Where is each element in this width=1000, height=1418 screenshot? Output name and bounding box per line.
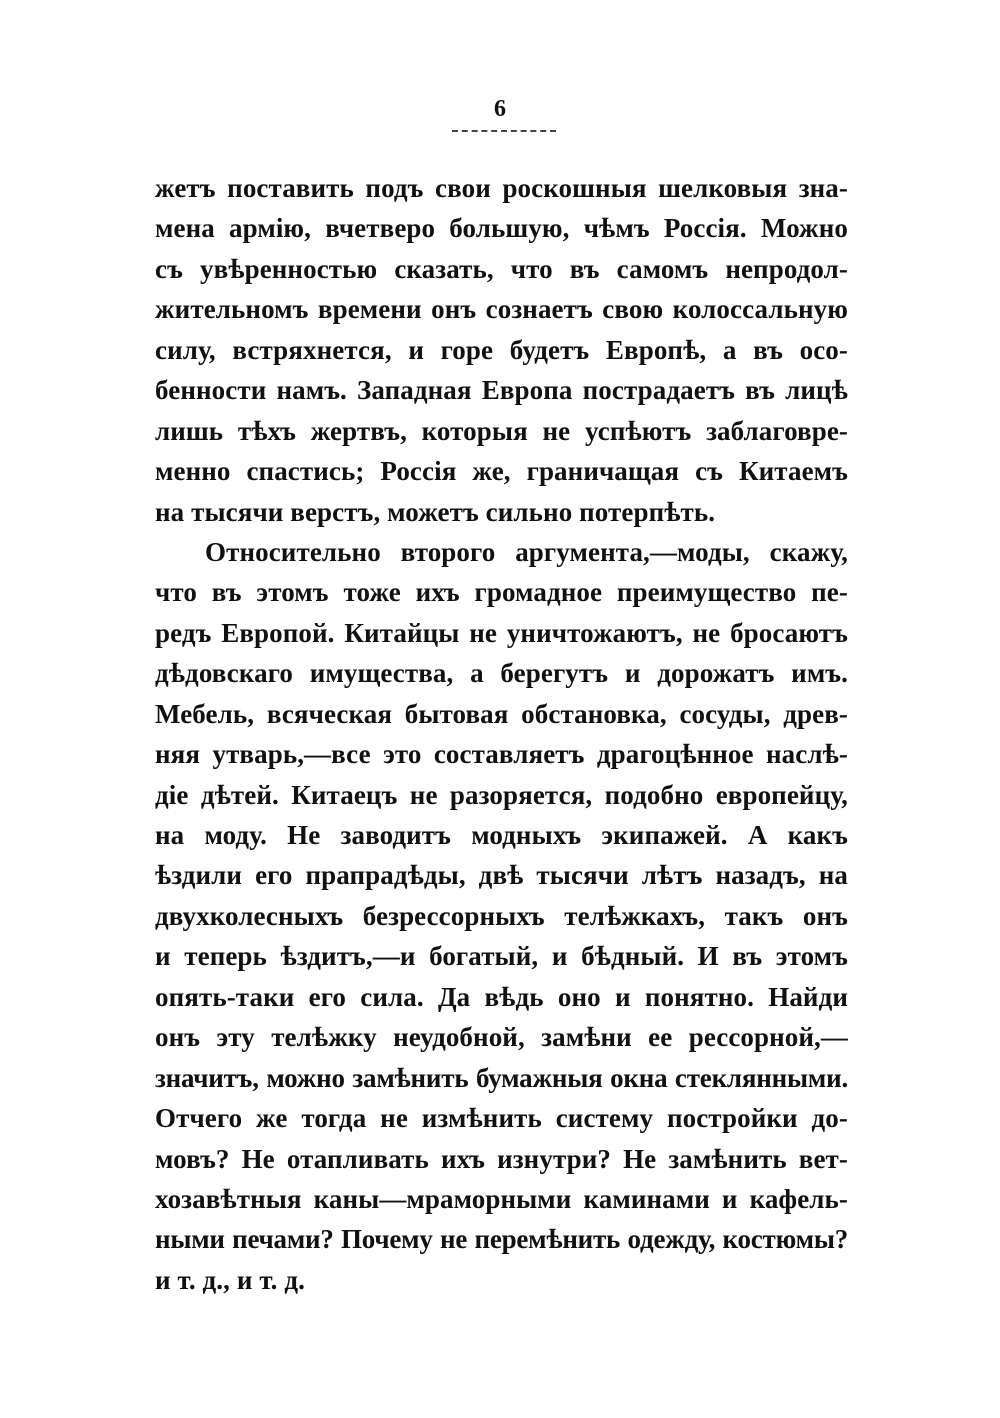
- text-line: діе дѣтей. Китаецъ не разоряется, подобно европейцу,: [155, 779, 848, 810]
- text-line: Отчего же тогда не измѣнить систему постройки до-: [155, 1103, 848, 1134]
- text-line: силу, встряхнется, и горе будетъ Европѣ, а въ осо-: [155, 334, 848, 365]
- text-line: Относительно второго аргумента,—моды, скажу,: [205, 536, 848, 567]
- text-line: что въ этомъ тоже ихъ громадное преимущество пе-: [155, 577, 848, 608]
- text-line: и теперь ѣздитъ,—и богатый, и бѣдный. И въ этомъ: [155, 941, 848, 972]
- text-line: няя утварь,—все это составляетъ драгоцѣнное наслѣ-: [155, 739, 848, 770]
- text-line: менно спастись; Россія же, граничащая съ Китаемъ: [155, 456, 848, 487]
- text-line: Мебель, всяческая бытовая обстановка, сосуды, древ-: [155, 698, 848, 729]
- text-line: жительномъ времени онъ сознаетъ свою колоссальную: [155, 294, 848, 325]
- text-line: дѣдовскаго имущества, а берегутъ и дорожатъ имъ.: [155, 658, 848, 689]
- text-line: на моду. Не заводитъ модныхъ экипажей. А какъ: [155, 820, 848, 850]
- text-line: на тысячи верстъ, можетъ сильно потерпѣть.: [155, 496, 716, 527]
- text-line: опять-таки его сила. Да вѣдь оно и понятно. Найди: [155, 981, 848, 1012]
- text-line: хозавѣтныя каны—мраморными каминами и кафель-: [155, 1183, 848, 1214]
- text-line: бенности намъ. Западная Европа пострадаетъ въ лицѣ: [155, 375, 848, 406]
- text-line: двухколесныхъ безрессорныхъ телѣжкахъ, такъ онъ: [155, 900, 848, 931]
- paragraph-2: [155, 532, 848, 1300]
- text-line: ѣздили его прапрадѣды, двѣ тысячи лѣтъ назадъ, на: [155, 860, 848, 891]
- paragraph-1: [155, 168, 848, 532]
- text-line: съ увѣренностью сказать, что въ самомъ непродол-: [155, 253, 848, 284]
- text-line: мена армію, вчетверо большую, чѣмъ Россія. Можно: [155, 213, 848, 244]
- text-line: жетъ поставить подъ свои роскошныя шелковыя зна-: [155, 173, 848, 203]
- body-text: [155, 168, 848, 1300]
- text-line: мовъ? Не отапливать ихъ изнутри? Не замѣнить вет-: [155, 1143, 848, 1174]
- text-line: редъ Европой. Китайцы не уничтожаютъ, не бросаютъ: [155, 617, 848, 648]
- text-line: и т. д., и т. д.: [155, 1264, 305, 1295]
- text-line: лишь тѣхъ жертвъ, которыя не успѣютъ заблаговре-: [155, 415, 848, 446]
- text-line: значитъ, можно замѣнить бумажныя окна стеклянными.: [155, 1062, 848, 1093]
- text-line: онъ эту телѣжку неудобной, замѣни ее рессорной,—: [155, 1022, 848, 1053]
- page-number: 6: [494, 96, 506, 122]
- text-line: ными печами? Почему не перемѣнить одежду, костюмы?: [155, 1224, 848, 1255]
- header-rule: [452, 130, 556, 132]
